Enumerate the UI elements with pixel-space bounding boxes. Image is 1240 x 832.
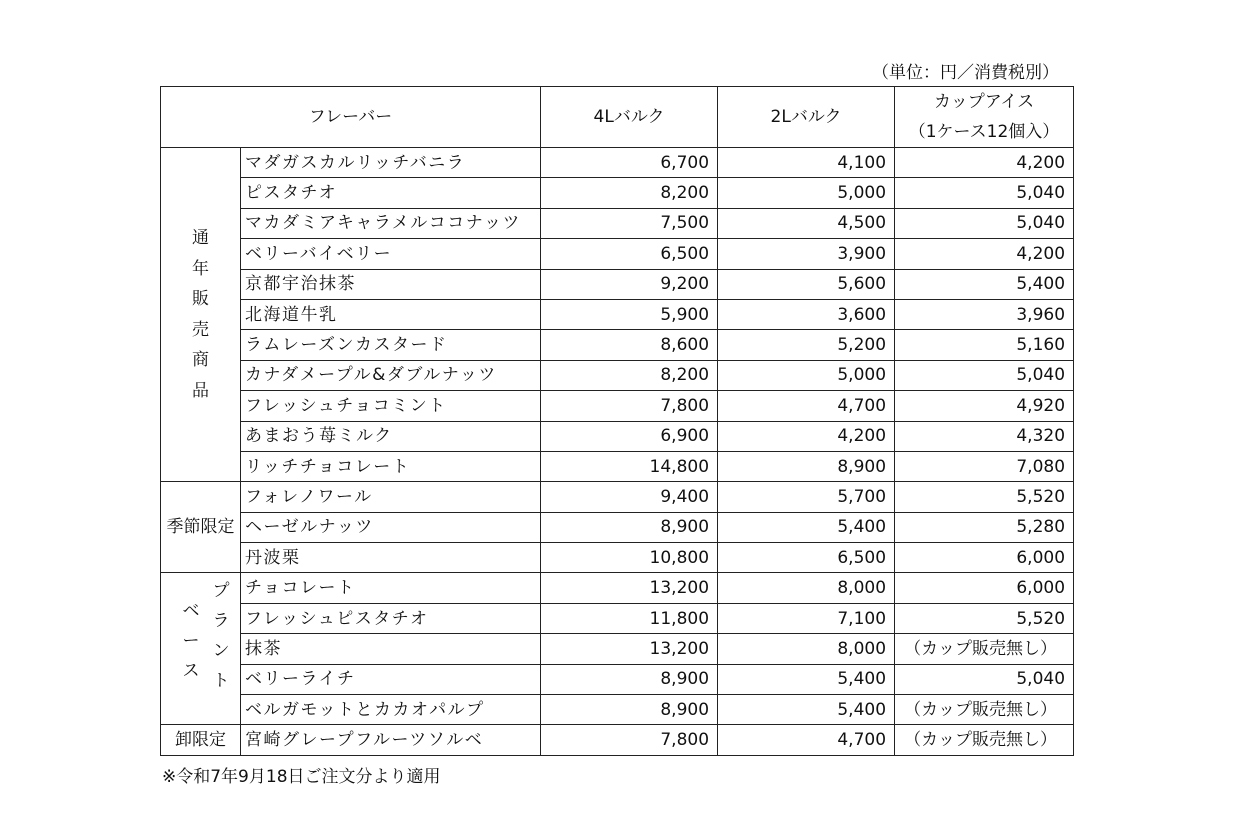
- category-plant-char: ト: [212, 670, 230, 691]
- table-row: [161, 603, 1074, 633]
- price-4l-bulk: 7,800: [541, 391, 718, 421]
- flavor-name: リッチチョコレート: [241, 451, 541, 481]
- flavor-name: フレッシュチョコミント: [241, 391, 541, 421]
- price-2l-bulk: 4,200: [718, 421, 895, 451]
- price-2l-bulk: 5,400: [718, 664, 895, 694]
- price-cup-ice: 5,400: [895, 269, 1074, 299]
- flavor-name: フレッシュピスタチオ: [241, 603, 541, 633]
- price-table: [160, 86, 1074, 756]
- table-row: [161, 208, 1074, 238]
- flavor-name: 丹波栗: [241, 543, 541, 573]
- price-4l-bulk: 11,800: [541, 603, 718, 633]
- header-4l-bulk: 4Lバルク: [541, 87, 718, 148]
- price-4l-bulk: 6,700: [541, 148, 718, 178]
- price-cup-ice: 6,000: [895, 543, 1074, 573]
- flavor-name: ヘーゼルナッツ: [241, 512, 541, 542]
- price-cup-ice: 5,160: [895, 330, 1074, 360]
- category-regular-char: 販: [192, 289, 209, 310]
- table-row: [161, 421, 1074, 451]
- header-cup-line1: カップアイス: [933, 92, 1035, 112]
- flavor-name: チョコレート: [241, 573, 541, 603]
- price-cup-ice: 4,320: [895, 421, 1074, 451]
- flavor-name: マダガスカルリッチバニラ: [241, 148, 541, 178]
- header-cup-ice: [895, 87, 1074, 148]
- price-4l-bulk: 9,200: [541, 269, 718, 299]
- price-4l-bulk: 6,500: [541, 239, 718, 269]
- flavor-name: ベリーライチ: [241, 664, 541, 694]
- price-2l-bulk: 5,000: [718, 360, 895, 390]
- category-plant-char: プ: [212, 580, 230, 601]
- flavor-name: 抹茶: [241, 634, 541, 664]
- price-cup-ice: （カップ販売無し）: [895, 725, 1074, 755]
- flavor-name: マカダミアキャラメルココナッツ: [241, 208, 541, 238]
- price-2l-bulk: 3,900: [718, 239, 895, 269]
- category-plant-char: ラ: [212, 610, 230, 631]
- flavor-name: ベリーバイベリー: [241, 239, 541, 269]
- price-2l-bulk: 4,700: [718, 725, 895, 755]
- category-plant-based: [161, 573, 241, 725]
- category-plant-char: ー: [182, 630, 200, 651]
- price-4l-bulk: 8,200: [541, 360, 718, 390]
- price-4l-bulk: 9,400: [541, 482, 718, 512]
- table-row: [161, 391, 1074, 421]
- price-4l-bulk: 6,900: [541, 421, 718, 451]
- price-cup-ice: 7,080: [895, 451, 1074, 481]
- table-row: [161, 573, 1074, 603]
- price-cup-ice: 5,040: [895, 178, 1074, 208]
- header-row: [161, 87, 1074, 148]
- price-cup-ice: 4,920: [895, 391, 1074, 421]
- category-regular-char: 商: [192, 350, 209, 371]
- price-2l-bulk: 8,000: [718, 634, 895, 664]
- price-2l-bulk: 6,500: [718, 543, 895, 573]
- category-regular: [161, 148, 241, 482]
- price-4l-bulk: 8,900: [541, 664, 718, 694]
- price-4l-bulk: 8,200: [541, 178, 718, 208]
- header-2l-bulk: 2Lバルク: [718, 87, 895, 148]
- price-2l-bulk: 3,600: [718, 299, 895, 329]
- price-cup-ice: 4,200: [895, 239, 1074, 269]
- price-4l-bulk: 5,900: [541, 299, 718, 329]
- price-4l-bulk: 13,200: [541, 573, 718, 603]
- price-cup-ice: 4,200: [895, 148, 1074, 178]
- price-2l-bulk: 4,100: [718, 148, 895, 178]
- flavor-name: 宮崎グレープフルーツソルベ: [241, 725, 541, 755]
- table-row: [161, 178, 1074, 208]
- category-regular-char: 年: [192, 258, 209, 279]
- price-cup-ice: 5,040: [895, 664, 1074, 694]
- price-2l-bulk: 5,000: [718, 178, 895, 208]
- table-row: [161, 725, 1074, 755]
- category-regular-char: 売: [192, 319, 209, 340]
- price-4l-bulk: 13,200: [541, 634, 718, 664]
- table-row: [161, 451, 1074, 481]
- price-2l-bulk: 8,900: [718, 451, 895, 481]
- price-2l-bulk: 4,700: [718, 391, 895, 421]
- flavor-name: ラムレーズンカスタード: [241, 330, 541, 360]
- flavor-name: ピスタチオ: [241, 178, 541, 208]
- table-row: [161, 330, 1074, 360]
- price-cup-ice: 5,520: [895, 603, 1074, 633]
- price-2l-bulk: 5,600: [718, 269, 895, 299]
- category-wholesale: 卸限定: [161, 725, 241, 755]
- price-2l-bulk: 8,000: [718, 573, 895, 603]
- header-flavor: フレーバー: [161, 87, 541, 148]
- price-4l-bulk: 7,800: [541, 725, 718, 755]
- category-regular-char: 品: [192, 380, 209, 401]
- table-row: [161, 634, 1074, 664]
- price-2l-bulk: 5,400: [718, 695, 895, 725]
- table-row: [161, 695, 1074, 725]
- category-regular-char: 通: [192, 228, 209, 249]
- flavor-name: カナダメープル&ダブルナッツ: [241, 360, 541, 390]
- price-cup-ice: （カップ販売無し）: [895, 695, 1074, 725]
- price-2l-bulk: 5,700: [718, 482, 895, 512]
- footnote: ※令和7年9月18日ご注文分より適用: [162, 767, 441, 787]
- table-row: [161, 512, 1074, 542]
- category-plant-char: ベ: [182, 600, 200, 621]
- table-row: [161, 148, 1074, 178]
- table-row: [161, 360, 1074, 390]
- table-row: [161, 239, 1074, 269]
- price-2l-bulk: 4,500: [718, 208, 895, 238]
- flavor-name: あまおう苺ミルク: [241, 421, 541, 451]
- table-row: [161, 482, 1074, 512]
- price-cup-ice: 5,280: [895, 512, 1074, 542]
- header-cup-line2: （1ケース12個入）: [908, 122, 1060, 142]
- price-4l-bulk: 8,600: [541, 330, 718, 360]
- table-row: [161, 269, 1074, 299]
- price-4l-bulk: 8,900: [541, 695, 718, 725]
- price-4l-bulk: 10,800: [541, 543, 718, 573]
- category-plant-char: ス: [182, 660, 200, 681]
- price-cup-ice: （カップ販売無し）: [895, 634, 1074, 664]
- flavor-name: 京都宇治抹茶: [241, 269, 541, 299]
- price-2l-bulk: 5,200: [718, 330, 895, 360]
- unit-note: （単位：円／消費税別）: [872, 63, 1059, 83]
- price-2l-bulk: 7,100: [718, 603, 895, 633]
- price-4l-bulk: 8,900: [541, 512, 718, 542]
- table-row: [161, 664, 1074, 694]
- price-cup-ice: 5,520: [895, 482, 1074, 512]
- flavor-name: 北海道牛乳: [241, 299, 541, 329]
- table-row: [161, 543, 1074, 573]
- price-cup-ice: 6,000: [895, 573, 1074, 603]
- price-cup-ice: 3,960: [895, 299, 1074, 329]
- price-4l-bulk: 7,500: [541, 208, 718, 238]
- table-row: [161, 299, 1074, 329]
- flavor-name: フォレノワール: [241, 482, 541, 512]
- price-2l-bulk: 5,400: [718, 512, 895, 542]
- price-cup-ice: 5,040: [895, 208, 1074, 238]
- price-cup-ice: 5,040: [895, 360, 1074, 390]
- category-seasonal: 季節限定: [161, 482, 241, 573]
- category-plant-char: ン: [212, 640, 230, 661]
- price-4l-bulk: 14,800: [541, 451, 718, 481]
- flavor-name: ベルガモットとカカオパルプ: [241, 695, 541, 725]
